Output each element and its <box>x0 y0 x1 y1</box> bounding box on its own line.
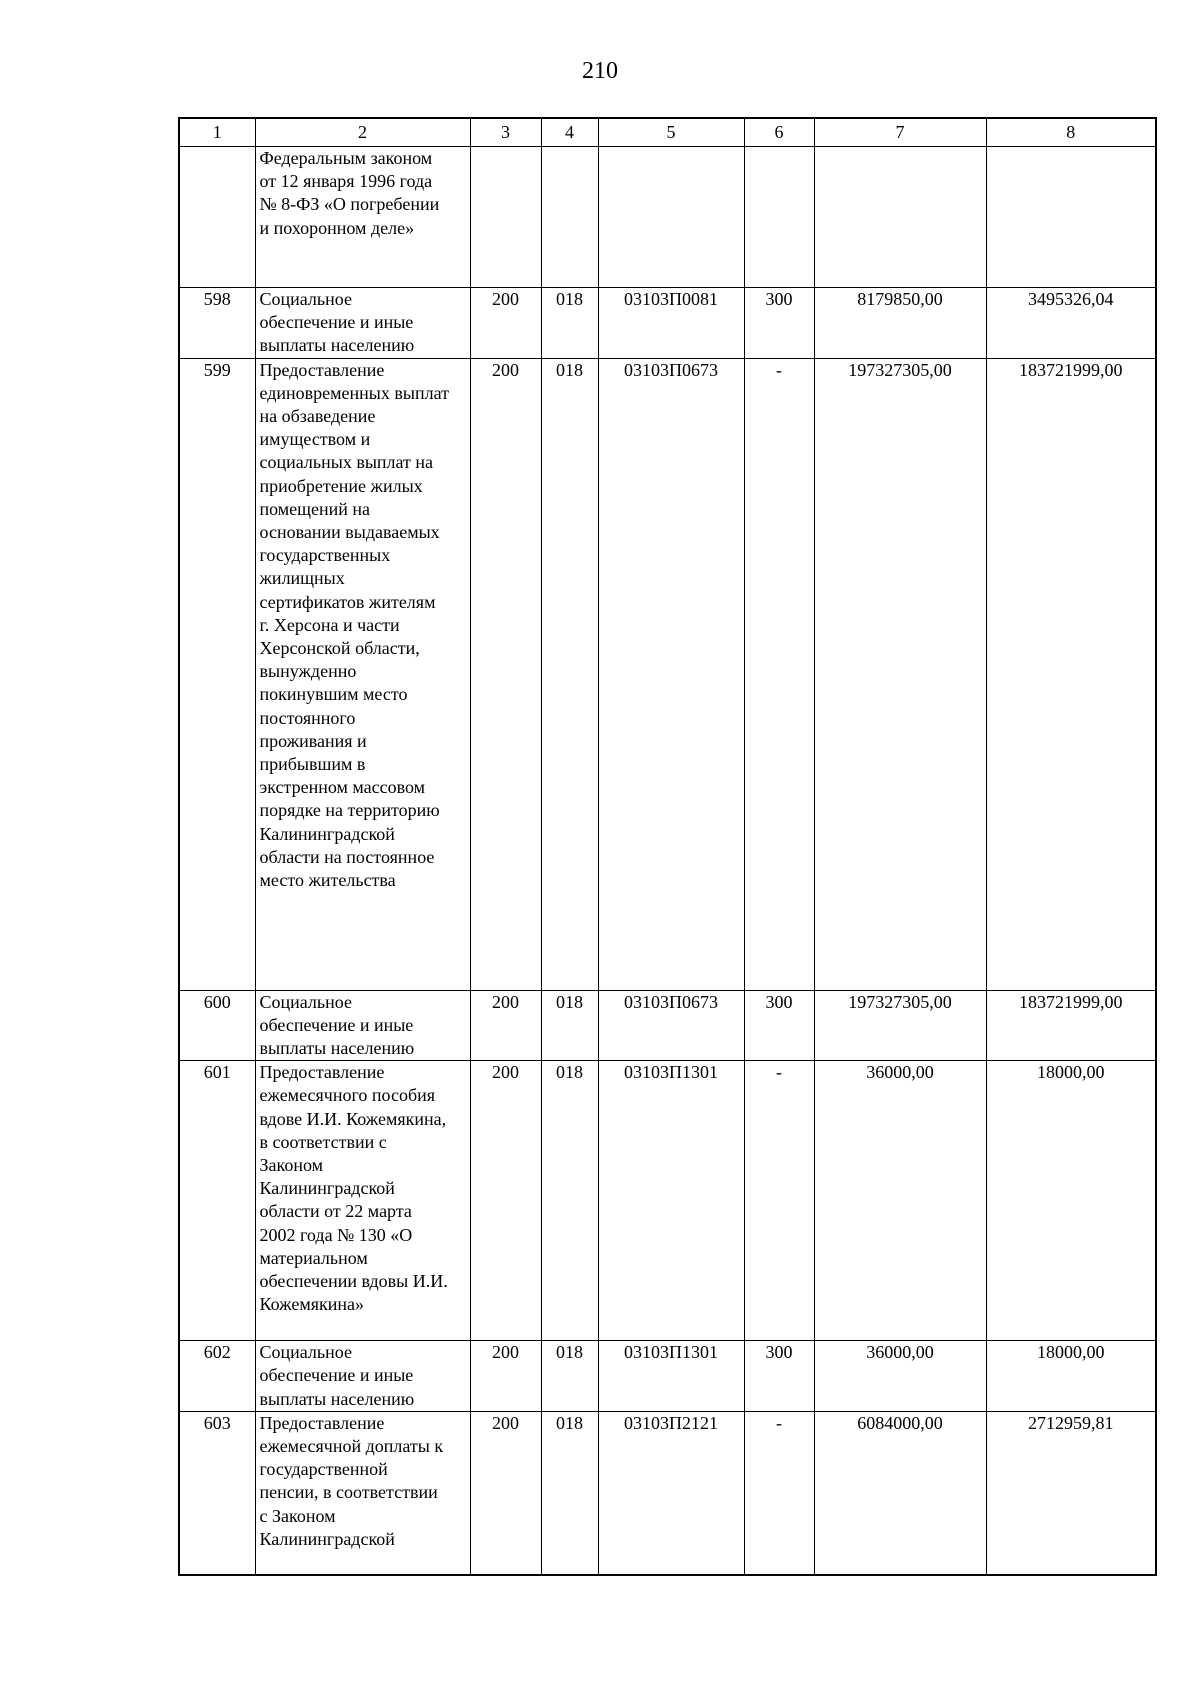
row-name <box>255 990 470 1061</box>
row-code-4: 018 <box>541 990 598 1061</box>
row-code-5: 03103П0673 <box>598 358 744 990</box>
row-code-3: 200 <box>470 990 541 1061</box>
row-name-text: Федеральным законом от 12 января 1996 года № 8-ФЗ «О погребении и похоронном деле» <box>259 148 440 238</box>
row-number: 603 <box>179 1411 255 1575</box>
row-name <box>255 288 470 359</box>
row-code-3: 200 <box>470 358 541 990</box>
row-name-text: Предоставление единовременных выплат на обзаведение имуществом и социальных выплат на приобретение жилых помещений на основании выдаваемых государственных жилищных сертификатов жителям г. Херсона и части Херсонской области, вынужденно покинувшим место постоянного проживания и прибывшим в экстренном массовом порядке на территорию Калининградской области на постоянное место жительства <box>259 359 450 891</box>
row-amount-8: 18000,00 <box>986 1341 1156 1412</box>
col-header-7: 7 <box>814 118 986 147</box>
row-code-5: 03103П1301 <box>598 1341 744 1412</box>
row-code-5: 03103П2121 <box>598 1411 744 1575</box>
row-code-4: 018 <box>541 1061 598 1341</box>
row-name-text: Социальное обеспечение и иные выплаты населению <box>259 1342 415 1409</box>
row-amount-7: 197327305,00 <box>814 990 986 1061</box>
row-name <box>255 1341 470 1412</box>
row-code-6: - <box>744 1411 814 1575</box>
row-number: 601 <box>179 1061 255 1341</box>
table-row <box>179 1411 1156 1575</box>
row-name-text: Социальное обеспечение и иные выплаты населению <box>259 289 415 356</box>
row-code-5: 03103П1301 <box>598 1061 744 1341</box>
col-header-8: 8 <box>986 118 1156 147</box>
row-amount-7: 8179850,00 <box>814 288 986 359</box>
col-header-6: 6 <box>744 118 814 147</box>
row-name <box>255 147 470 288</box>
row-amount-8: 18000,00 <box>986 1061 1156 1341</box>
table-row <box>179 1061 1156 1341</box>
budget-table <box>178 117 1157 1576</box>
row-code-3 <box>470 147 541 288</box>
row-amount-8 <box>986 147 1156 288</box>
row-code-4: 018 <box>541 1411 598 1575</box>
col-header-3: 3 <box>470 118 541 147</box>
row-code-4: 018 <box>541 288 598 359</box>
row-code-3: 200 <box>470 1341 541 1412</box>
row-code-6: 300 <box>744 288 814 359</box>
row-code-6: 300 <box>744 1341 814 1412</box>
row-code-3: 200 <box>470 1411 541 1575</box>
row-code-6 <box>744 147 814 288</box>
row-name <box>255 1411 470 1575</box>
table-row <box>179 147 1156 288</box>
row-name-text: Предоставление ежемесячного пособия вдове И.И. Кожемякина, в соответствии с Законом Калининградской области от 22 марта 2002 года № 130 «О материальном обеспечении вдовы И.И. Кожемякина» <box>259 1062 448 1315</box>
table-row <box>179 1341 1156 1412</box>
row-code-5: 03103П0081 <box>598 288 744 359</box>
row-amount-8: 3495326,04 <box>986 288 1156 359</box>
row-code-5 <box>598 147 744 288</box>
row-code-4: 018 <box>541 358 598 990</box>
row-number: 600 <box>179 990 255 1061</box>
row-amount-8: 2712959,81 <box>986 1411 1156 1575</box>
row-number <box>179 147 255 288</box>
table-row <box>179 990 1156 1061</box>
row-amount-7: 197327305,00 <box>814 358 986 990</box>
row-code-6: - <box>744 358 814 990</box>
row-name <box>255 1061 470 1341</box>
row-amount-8: 183721999,00 <box>986 990 1156 1061</box>
row-name-text: Предоставление ежемесячной доплаты к государственной пенсии, в соответствии с Законом Калининградской <box>259 1412 444 1549</box>
row-code-4 <box>541 147 598 288</box>
row-code-3: 200 <box>470 288 541 359</box>
table-row <box>179 358 1156 990</box>
header-row <box>179 118 1156 147</box>
table-row <box>179 288 1156 359</box>
row-number: 602 <box>179 1341 255 1412</box>
col-header-5: 5 <box>598 118 744 147</box>
row-code-5: 03103П0673 <box>598 990 744 1061</box>
row-amount-7 <box>814 147 986 288</box>
row-amount-7: 6084000,00 <box>814 1411 986 1575</box>
row-code-6: - <box>744 1061 814 1341</box>
page-number: 210 <box>582 58 618 84</box>
col-header-1: 1 <box>179 118 255 147</box>
row-number: 599 <box>179 358 255 990</box>
row-code-3: 200 <box>470 1061 541 1341</box>
row-amount-7: 36000,00 <box>814 1341 986 1412</box>
col-header-4: 4 <box>541 118 598 147</box>
row-name-text: Социальное обеспечение и иные выплаты населению <box>259 991 415 1059</box>
row-number: 598 <box>179 288 255 359</box>
row-code-6: 300 <box>744 990 814 1061</box>
row-amount-7: 36000,00 <box>814 1061 986 1341</box>
row-amount-8: 183721999,00 <box>986 358 1156 990</box>
row-name <box>255 358 470 990</box>
col-header-2: 2 <box>255 118 470 147</box>
row-code-4: 018 <box>541 1341 598 1412</box>
